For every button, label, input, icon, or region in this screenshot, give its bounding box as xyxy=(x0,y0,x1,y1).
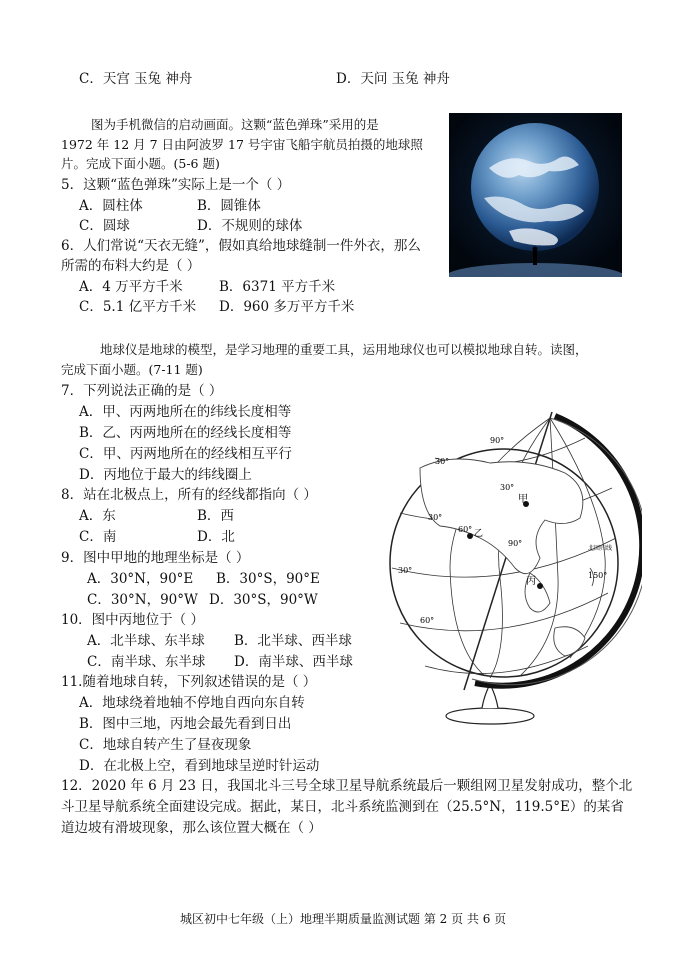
q9-option-d: D．30°S，90°W xyxy=(209,592,318,608)
q11-option-b: B．图中三地，丙地会最先看到日出 xyxy=(79,716,292,732)
label-60: 60° xyxy=(458,525,473,534)
intro1-line1: 图为手机微信的启动画面。这颗“蓝色弹珠”采用的是 xyxy=(91,117,379,132)
q6-option-b: B．6371 平方千米 xyxy=(219,279,336,295)
q6-stem-line2: 所需的布料大约是（ ） xyxy=(61,258,201,274)
intro1-line2: 1972 年 12 月 7 日由阿波罗 17 号宇宙飞船宇航员拍摄的地球照 xyxy=(61,137,423,152)
label-30c: 30° xyxy=(398,566,413,575)
q10-option-b: B．北半球、西半球 xyxy=(234,633,352,649)
label-bing: 丙 xyxy=(526,576,536,587)
q6-stem-line1: 6．人们常说“天衣无缝”，假如真给地球缝制一件外衣，那么 xyxy=(61,238,421,254)
label-30d: 30° xyxy=(500,483,515,492)
label-30a: 30° xyxy=(435,457,450,466)
q5-option-a: A．圆柱体 xyxy=(79,198,143,214)
q8-option-b: B．西 xyxy=(197,508,234,524)
q8-option-d: D．北 xyxy=(197,529,235,545)
q8-stem: 8．站在北极点上，所有的经线都指向（ ） xyxy=(61,487,317,503)
q11-option-c: C．地球自转产生了昼夜现象 xyxy=(79,737,252,753)
blue-marble-image xyxy=(449,113,622,277)
q5-stem: 5．这颗“蓝色弹珠”实际上是一个（ ） xyxy=(61,177,291,193)
q5-option-c: C．圆球 xyxy=(79,218,130,234)
page-footer: 城区初中七年级（上）地理半期质量监测试题 第 2 页 共 6 页 xyxy=(180,912,507,926)
q8-option-a: A．东 xyxy=(79,508,116,524)
q9-option-b: B．30°S，90°E xyxy=(216,571,320,587)
q5-option-b: B．圆锥体 xyxy=(197,198,261,214)
q6-option-d: D．960 多万平方千米 xyxy=(219,299,355,315)
q11-option-a: A．地球绕着地轴不停地自西向东自转 xyxy=(79,695,305,711)
q7-option-d: D．丙地位于最大的纬线圈上 xyxy=(79,467,252,483)
q9-stem: 9．图中甲地的地理坐标是（ ） xyxy=(61,550,250,566)
q9-option-c: C．30°N，90°W xyxy=(87,592,198,608)
label-30b: 30° xyxy=(428,513,443,522)
label-90: 90° xyxy=(508,539,523,548)
q7-option-c: C．甲、丙两地所在的经线相互平行 xyxy=(79,446,292,462)
q12-line3: 道边坡有滑坡现象，那么该位置大概在（ ） xyxy=(61,820,322,836)
q5-option-d: D．不规则的球体 xyxy=(197,218,303,234)
q10-option-a: A．北半球、东半球 xyxy=(87,633,205,649)
intro2-line2: 完成下面小题。(7-11 题) xyxy=(61,362,203,377)
q6-option-a: A．4 万平方千米 xyxy=(79,279,183,295)
globe-diagram xyxy=(380,408,642,726)
q4-option-d: D．天问 玉兔 神舟 xyxy=(336,71,450,87)
q4-option-c: C．天宫 玉兔 神舟 xyxy=(79,71,193,87)
label-90b: 90° xyxy=(490,436,505,445)
q11-option-d: D．在北极上空，看到地球呈逆时针运动 xyxy=(79,758,320,774)
label-yi: 乙 xyxy=(474,529,484,539)
q12-line2: 斗卫星导航系统全面建设完成。据此，某日，北斗系统监测到在（25.5°N，119.5°E）的某省 xyxy=(61,799,624,815)
point-bing xyxy=(537,583,543,589)
q7-option-b: B．乙、丙两地所在的经线长度相等 xyxy=(79,425,292,441)
q9-option-a: A．30°N，90°E xyxy=(87,571,194,587)
q8-option-c: C．南 xyxy=(79,529,117,545)
q10-option-c: C．南半球、东半球 xyxy=(87,654,206,670)
q11-stem: 11.随着地球自转，下列叙述错误的是（ ） xyxy=(61,674,317,690)
intro2-line1: 地球仪是地球的模型，是学习地理的重要工具，运用地球仪也可以模拟地球自转。读图， xyxy=(100,342,588,357)
label-150: 150° xyxy=(588,571,608,580)
q7-option-a: A．甲、丙两地所在的纬线长度相等 xyxy=(79,404,292,420)
q12-line1: 12．2020 年 6 月 23 日，我国北斗三号全球卫星导航系统最后一颗组网卫星发射成功，整个北 xyxy=(61,778,633,794)
q10-option-d: D．南半球、西半球 xyxy=(234,654,353,670)
label-jia: 甲 xyxy=(518,494,528,505)
intro1-line3: 片。完成下面小题。(5-6 题) xyxy=(61,156,220,171)
q6-option-c: C．5.1 亿平方千米 xyxy=(79,299,197,315)
label-60b: 60° xyxy=(420,616,435,625)
q10-stem: 10．图中丙地位于（ ） xyxy=(61,612,204,628)
q7-stem: 7．下列说法正确的是（ ） xyxy=(61,383,223,399)
label-tropic: 北回归线 xyxy=(588,545,613,552)
